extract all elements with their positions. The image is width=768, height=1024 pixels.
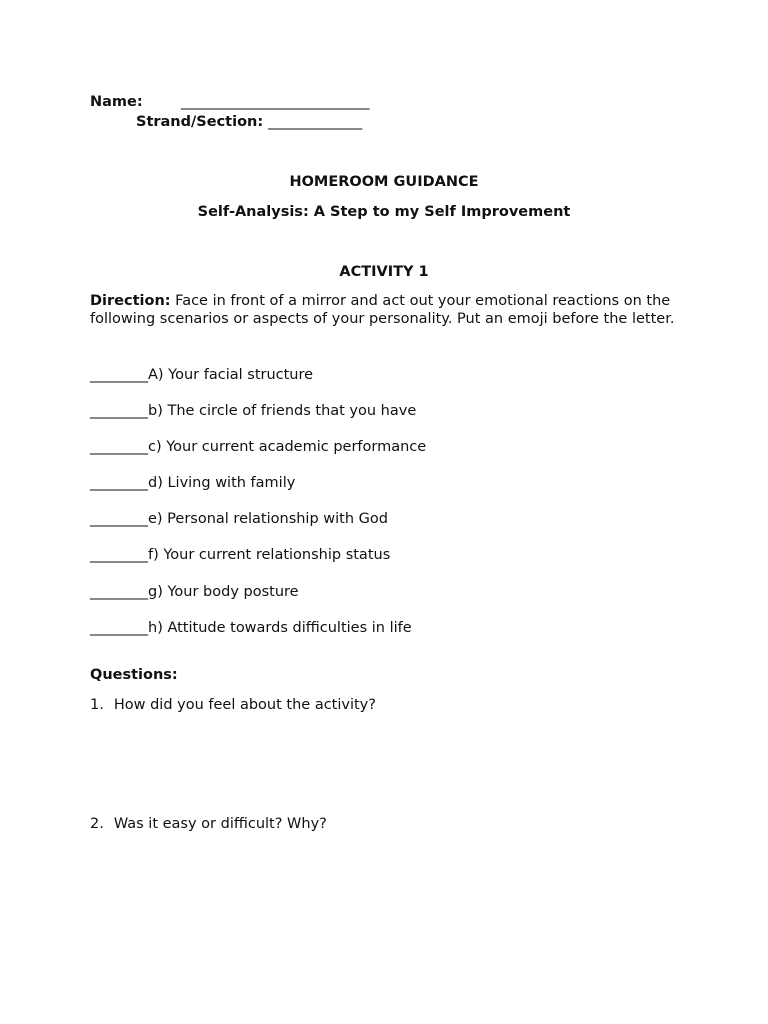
answer-blank: ________ — [90, 439, 148, 455]
question-number: 2. — [90, 816, 104, 832]
list-item — [90, 546, 390, 564]
list-item — [90, 510, 388, 528]
question-text: Was it easy or difficult? Why? — [113, 816, 327, 832]
list-item — [90, 474, 295, 492]
page-title: HOMEROOM GUIDANCE — [289, 174, 479, 190]
list-item — [90, 619, 412, 637]
activity-heading: ACTIVITY 1 — [339, 264, 429, 280]
direction-text: Face in front of a mirror and act out your emotional reactions on the following scenarios or aspects of your personality. Put an emoji before the letter. — [90, 293, 675, 327]
strand-section-blank: _____________ — [268, 114, 363, 130]
answer-blank: ________ — [90, 584, 148, 600]
answer-blank: ________ — [90, 403, 148, 419]
list-item — [90, 366, 313, 384]
answer-blank: ________ — [90, 511, 148, 527]
strand-section-label: Strand/Section: — [136, 114, 264, 130]
question-item — [90, 696, 376, 714]
list-item — [90, 583, 299, 601]
item-text: g) Your body posture — [148, 584, 299, 600]
item-text: e) Personal relationship with God — [148, 511, 388, 527]
answer-blank: ________ — [90, 367, 148, 383]
page-subtitle: Self-Analysis: A Step to my Self Improvement — [197, 204, 571, 220]
item-text: b) The circle of friends that you have — [148, 403, 417, 419]
item-text: f) Your current relationship status — [148, 547, 391, 563]
name-label: Name: — [90, 94, 143, 110]
item-text: c) Your current academic performance — [148, 439, 427, 455]
question-item — [90, 815, 327, 833]
list-item — [90, 438, 426, 456]
answer-blank: ________ — [90, 547, 148, 563]
item-text: h) Attitude towards difficulties in life — [148, 620, 412, 636]
question-number: 1. — [90, 697, 104, 713]
answer-blank: ________ — [90, 475, 148, 491]
list-item — [90, 402, 416, 420]
answer-blank: ________ — [90, 620, 148, 636]
item-text: d) Living with family — [148, 475, 296, 491]
direction-paragraph — [90, 292, 675, 328]
item-text: A) Your facial structure — [148, 367, 314, 383]
direction-label: Direction: — [90, 293, 171, 309]
name-blank: __________________________ — [181, 94, 370, 110]
question-text: How did you feel about the activity? — [113, 697, 376, 713]
questions-heading: Questions: — [90, 667, 178, 683]
